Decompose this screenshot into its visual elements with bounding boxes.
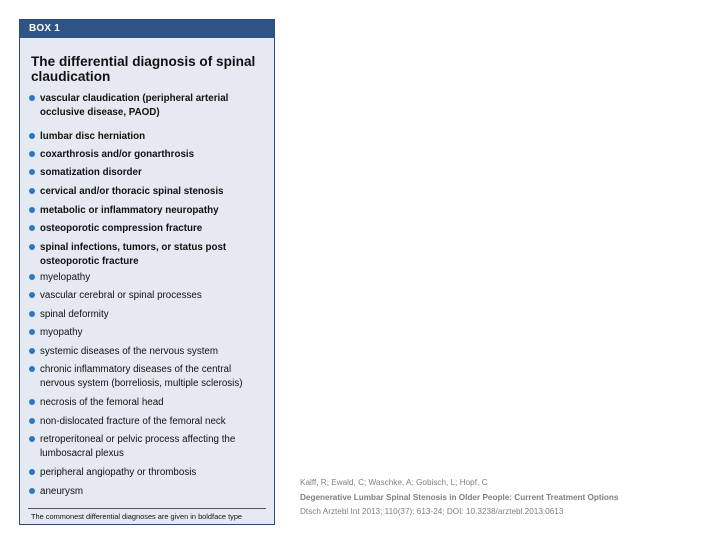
bullet-icon bbox=[29, 274, 35, 280]
bullet-icon bbox=[29, 348, 35, 354]
diagnosis-item bbox=[40, 415, 266, 429]
diagnosis-item bbox=[40, 363, 266, 390]
bullet-icon bbox=[29, 488, 35, 494]
diagnosis-text: spinal deformity bbox=[40, 309, 109, 320]
diagnosis-item bbox=[40, 289, 266, 303]
box-header bbox=[20, 20, 274, 38]
bullet-icon bbox=[29, 469, 35, 475]
diagnosis-text: osteoporotic compression fracture bbox=[40, 223, 203, 234]
citation-title: Degenerative Lumbar Spinal Stenosis in Older People: Current Treatment Options bbox=[300, 492, 619, 502]
diagnosis-item bbox=[40, 241, 266, 268]
diagnosis-item bbox=[40, 185, 266, 199]
diagnosis-text: retroperitoneal or pelvic process affecting the lumbosacral plexus bbox=[40, 434, 236, 459]
bullet-icon bbox=[29, 133, 35, 139]
diagnosis-text: vascular claudication (peripheral arterial occlusive disease, PAOD) bbox=[40, 93, 229, 118]
diagnosis-item bbox=[40, 204, 266, 218]
bullet-icon bbox=[29, 436, 35, 442]
diagnosis-item bbox=[40, 308, 266, 322]
bullet-icon bbox=[29, 207, 35, 213]
footnote-divider bbox=[28, 508, 266, 509]
diagnosis-text: aneurysm bbox=[40, 486, 84, 497]
diagnosis-text: non-dislocated fracture of the femoral neck bbox=[40, 416, 226, 427]
bullet-icon bbox=[29, 292, 35, 298]
diagnosis-item bbox=[40, 271, 266, 285]
diagnosis-text: vascular cerebral or spinal processes bbox=[40, 290, 202, 301]
citation-source: Dtsch Arztebl Int 2013; 110(37): 613-24; DOI: 10.3238/arztebl.2013.0613 bbox=[300, 507, 564, 516]
diagnosis-item bbox=[40, 222, 266, 236]
diagnosis-text: cervical and/or thoracic spinal stenosis bbox=[40, 186, 224, 197]
citation bbox=[300, 476, 710, 520]
bullet-icon bbox=[29, 169, 35, 175]
bullet-icon bbox=[29, 311, 35, 317]
box-title: The differential diagnosis of spinal claudication bbox=[31, 54, 256, 84]
diagnosis-text: chronic inflammatory diseases of the central nervous system (borreliosis, multiple sclerosis) bbox=[40, 364, 243, 389]
bullet-icon bbox=[29, 188, 35, 194]
diagnosis-text: lumbar disc herniation bbox=[40, 131, 146, 142]
diagnosis-item bbox=[40, 433, 266, 460]
footnote: The commonest differential diagnoses are given in boldface type bbox=[31, 512, 243, 521]
bullet-icon bbox=[29, 366, 35, 372]
diagnosis-text: myopathy bbox=[40, 327, 83, 338]
diagnosis-text: spinal infections, tumors, or status post osteoporotic fracture bbox=[40, 242, 227, 267]
diagnosis-item bbox=[40, 326, 266, 340]
diagnosis-item bbox=[40, 396, 266, 410]
diagnosis-text: metabolic or inflammatory neuropathy bbox=[40, 205, 219, 216]
diagnosis-text: necrosis of the femoral head bbox=[40, 397, 164, 408]
diagnosis-text: coxarthrosis and/or gonarthrosis bbox=[40, 149, 195, 160]
bullet-icon bbox=[29, 151, 35, 157]
diagnosis-item bbox=[40, 485, 266, 499]
bullet-icon bbox=[29, 95, 35, 101]
diagnosis-text: myelopathy bbox=[40, 272, 91, 283]
diagnosis-text: somatization disorder bbox=[40, 167, 142, 178]
diagnosis-text: systemic diseases of the nervous system bbox=[40, 346, 219, 357]
bullet-icon bbox=[29, 244, 35, 250]
diagnosis-item bbox=[40, 166, 266, 180]
diagnosis-item bbox=[40, 92, 266, 119]
diagnosis-text: peripheral angiopathy or thrombosis bbox=[40, 467, 197, 478]
bullet-icon bbox=[29, 418, 35, 424]
box-label: BOX 1 bbox=[29, 23, 61, 34]
citation-authors: Kalff, R; Ewald, C; Waschke, A; Gobisch, L; Hopf, C bbox=[300, 478, 488, 487]
box-1-panel bbox=[19, 19, 275, 525]
diagnosis-item bbox=[40, 345, 266, 359]
bullet-icon bbox=[29, 329, 35, 335]
bullet-icon bbox=[29, 225, 35, 231]
diagnosis-item bbox=[40, 130, 266, 144]
bullet-icon bbox=[29, 399, 35, 405]
diagnosis-item bbox=[40, 148, 266, 162]
diagnosis-item bbox=[40, 466, 266, 480]
